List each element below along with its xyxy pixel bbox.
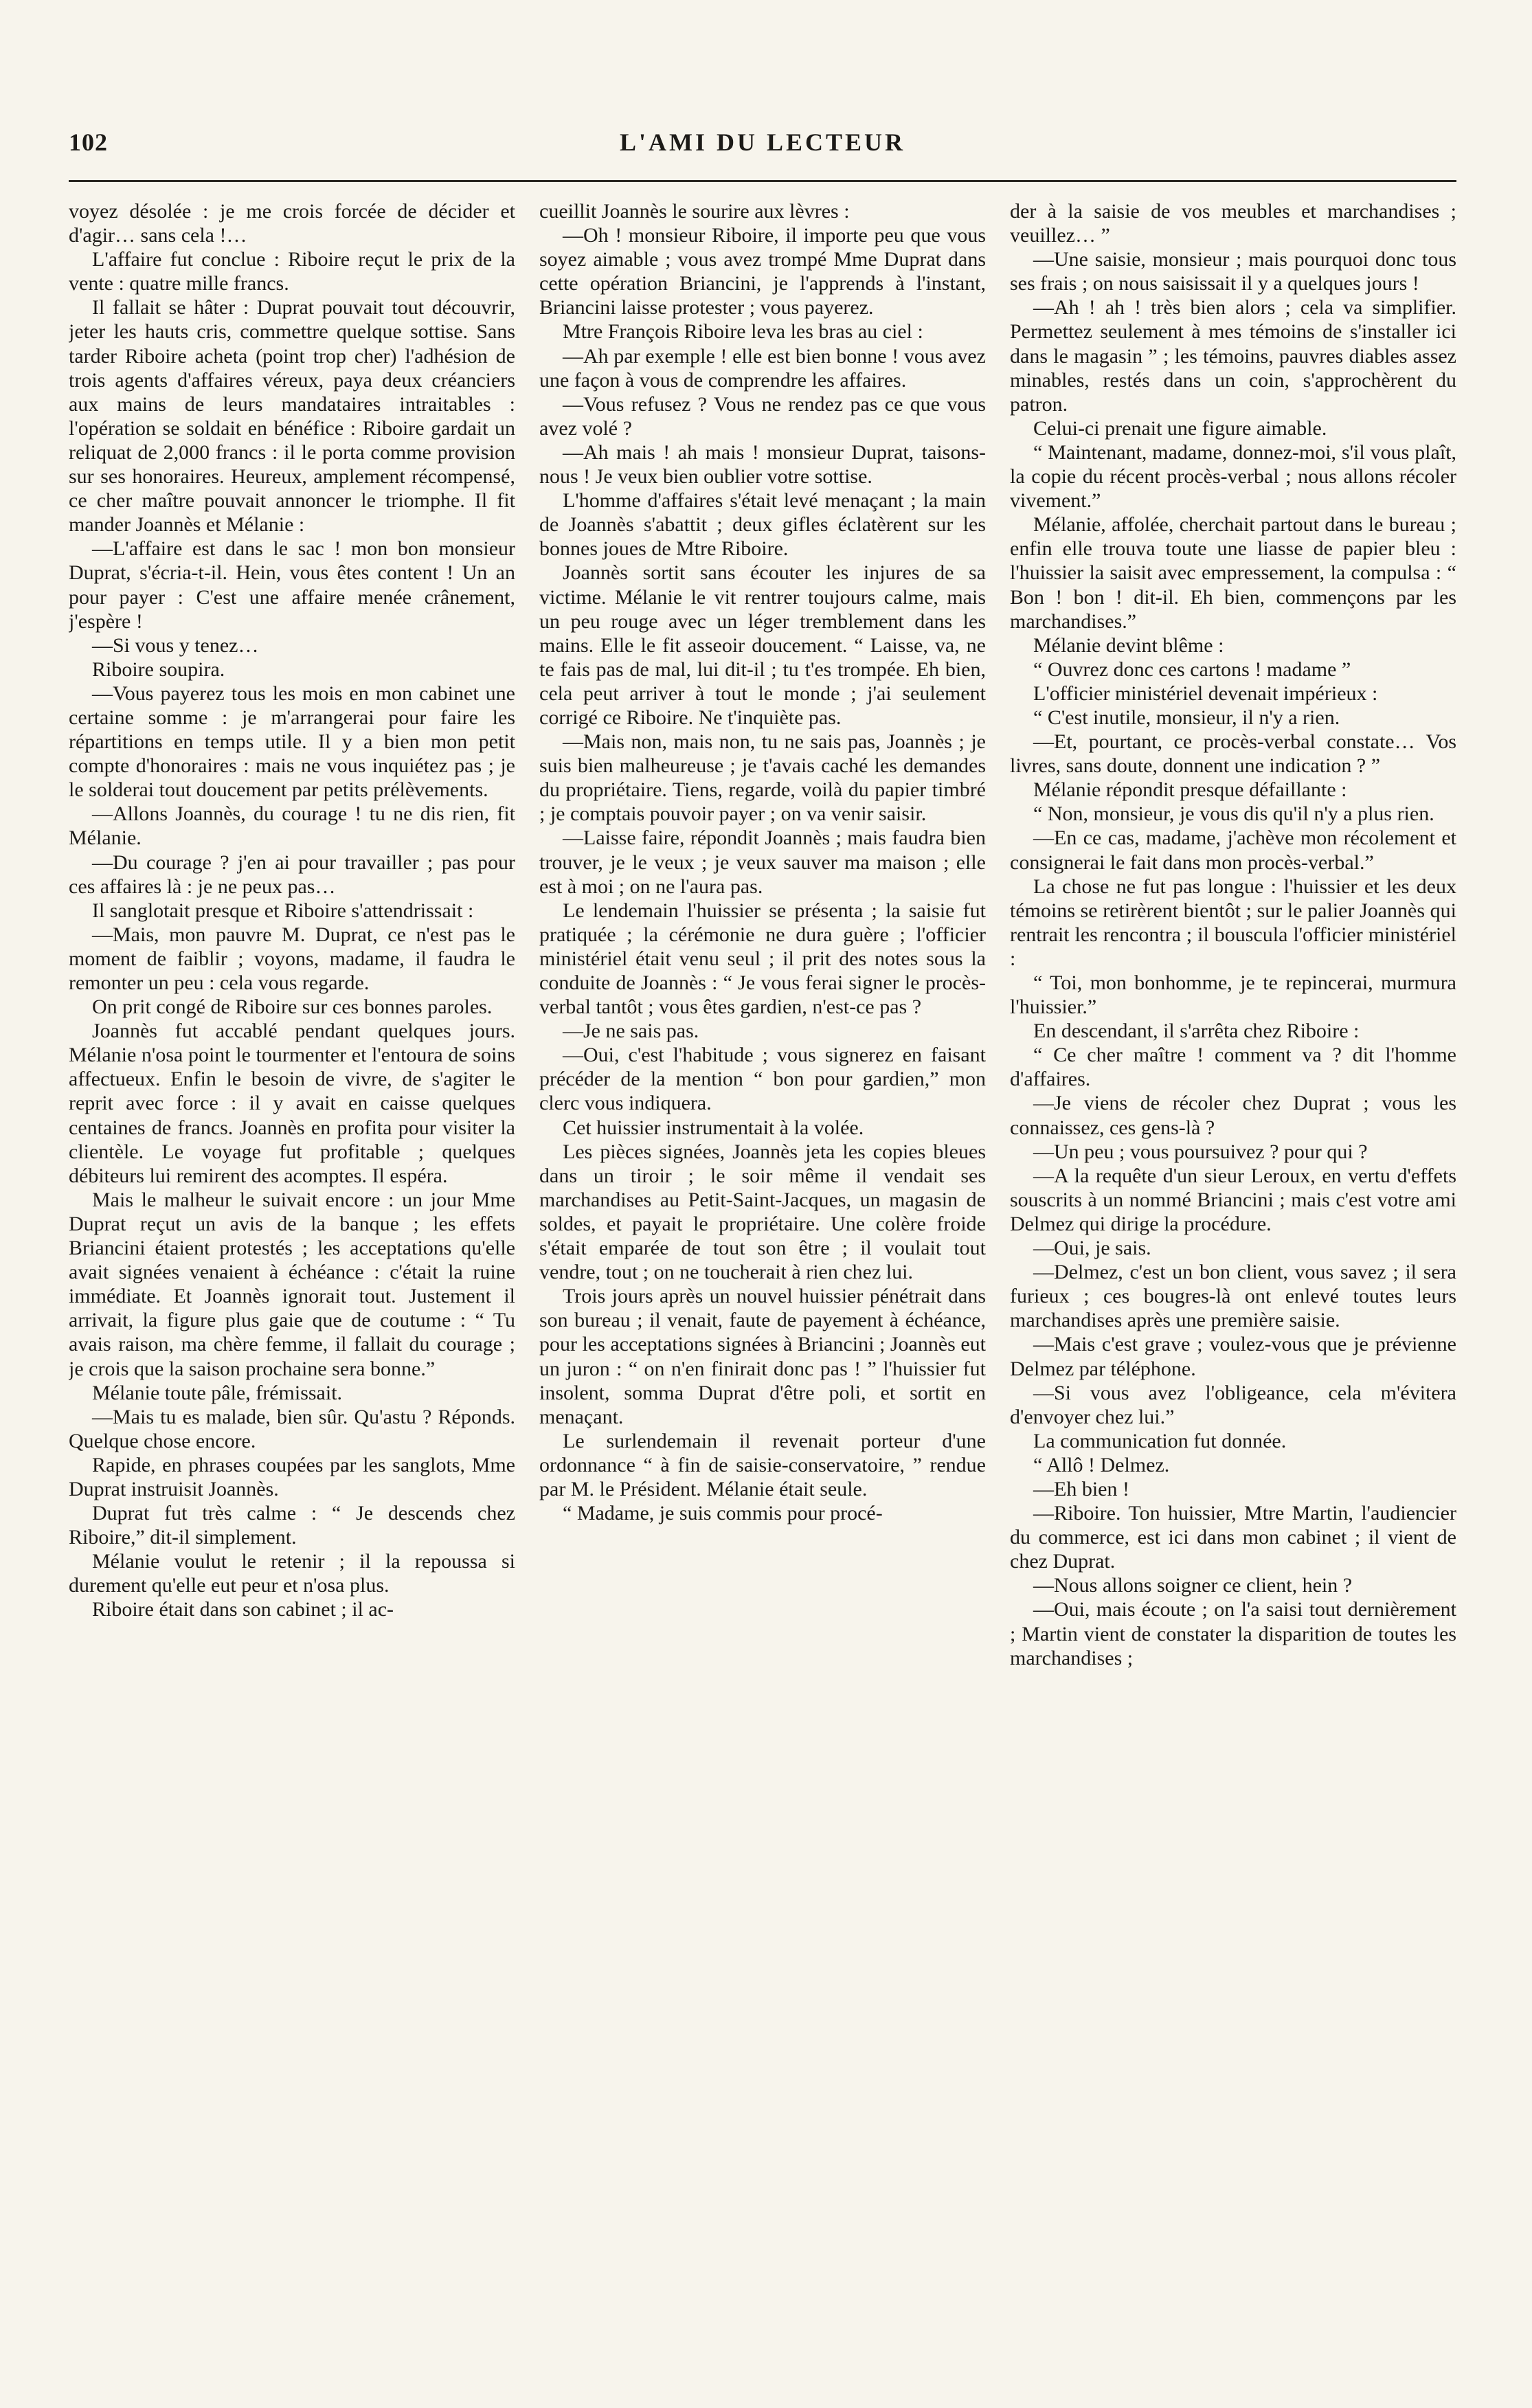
paragraph: —Laisse faire, répondit Joannès ; mais faudra bien trouver, je le veux ; je veux sauver ma maison ; elle est à moi ; on ne l'aura pas.	[539, 826, 986, 898]
page-number: 102	[69, 128, 108, 156]
paragraph: Mais le malheur le suivait encore : un jour Mme Duprat reçut un avis de la banque ; les effets Briancini étaient protestés ; les acceptations qu'elle avait signées venaient à échéance : c'était la ruine immédiate. Et Joannès ignorait tout. Justement il arrivait, la figure plus gaie que de coutume : “ Tu avais raison, ma chère femme, il fallait du courage ; je crois que la saison prochaine sera bonne.”	[69, 1188, 515, 1380]
paragraph: Mélanie devint blême :	[1033, 633, 1224, 657]
paragraph: Cet huissier instrumentait à la volée.	[563, 1116, 864, 1139]
paragraph: der à la saisie de vos meubles et marchandises ; veuillez… ”	[1010, 200, 1456, 247]
paragraph: —Vous refusez ? Vous ne rendez pas ce que vous avez volé ?	[539, 392, 986, 440]
paragraph: —Allons Joannès, du courage ! tu ne dis rien, fit Mélanie.	[69, 802, 515, 850]
paragraph: —L'affaire est dans le sac ! mon bon monsieur Duprat, s'écria-t-il. Hein, vous êtes content ! Un an pour payer : C'est une affaire menée crânement, j'espère !	[69, 537, 515, 633]
paragraph: —Oui, je sais.	[1033, 1237, 1151, 1260]
paragraph: L'homme d'affaires s'était levé menaçant ; la main de Joannès s'abattit ; deux gifles éclatèrent sur les bonnes joues de Mtre Riboire.	[539, 489, 986, 561]
paragraph: “ Ouvrez donc ces cartons ! madame ”	[1033, 657, 1351, 681]
paragraph: Joannès fut accablé pendant quelques jours. Mélanie n'osa point le tourmenter et l'entoura de soins affectueux. Enfin le besoin de vivre, de s'agiter le reprit avec force : il y avait en caisse quelques centaines de francs. Joannès en profita pour visiter la clientèle. Le voyage fut profitable ; quelques débiteurs lui remirent des acomptes. Il espéra.	[69, 1020, 515, 1187]
paragraph: voyez désolée : je me crois forcée de décider et d'agir… sans cela !…	[69, 200, 515, 247]
paragraph: —Si vous avez l'obligeance, cela m'évitera d'envoyer chez lui.”	[1010, 1381, 1456, 1428]
paragraph: —Mais c'est grave ; voulez-vous que je prévienne Delmez par téléphone.	[1010, 1333, 1456, 1380]
paragraph: Mélanie répondit presque défaillante :	[1033, 778, 1347, 802]
paragraph: “ C'est inutile, monsieur, il n'y a rien.	[1033, 706, 1340, 729]
text-columns	[69, 199, 1456, 2274]
paragraph: Celui-ci prenait une figure aimable.	[1033, 416, 1327, 440]
paragraph: “ Toi, mon bonhomme, je te repincerai, murmura l'huissier.”	[1010, 971, 1456, 1019]
paragraph: —Je ne sais pas.	[563, 1020, 699, 1043]
paragraph: “ Maintenant, madame, donnez-moi, s'il vous plaît, la copie du récent procès-verbal ; nous allons récoler vivement.”	[1010, 440, 1456, 513]
paragraph: Mtre François Riboire leva les bras au ciel :	[563, 320, 923, 344]
paragraph: —Du courage ? j'en ai pour travailler ; pas pour ces affaires là : je ne peux pas…	[69, 851, 515, 898]
paragraph: Mélanie toute pâle, frémissait.	[92, 1381, 343, 1404]
paragraph: En descendant, il s'arrêta chez Riboire :	[1033, 1020, 1360, 1043]
paragraph: Riboire était dans son cabinet ; il ac-	[92, 1598, 394, 1621]
paragraph: “ Madame, je suis commis pour procé-	[563, 1502, 883, 1525]
paragraph: —Vous payerez tous les mois en mon cabinet une certaine somme : je m'arrangerai pour faire les répartitions en temps utile. Il y a bien mon petit compte d'honoraires : mais ne vous inquiétez pas ; je le solderai tout doucement par petits prélèvements.	[69, 682, 515, 802]
paragraph: —Oui, c'est l'habitude ; vous signerez en faisant précéder de la mention “ bon pour gardien,” mon clerc vous indiquera.	[539, 1044, 986, 1115]
text-column-3	[1010, 199, 1456, 2274]
paragraph: —Ah par exemple ! elle est bien bonne ! vous avez une façon à vous de comprendre les affaires.	[539, 344, 986, 392]
paragraph: —Mais tu es malade, bien sûr. Qu'astu ? Réponds. Quelque chose encore.	[69, 1405, 515, 1452]
paragraph: Le surlendemain il revenait porteur d'une ordonnance “ à fin de saisie-conservatoire, ” rendue par M. le Président. Mélanie était seule.	[539, 1429, 986, 1500]
paragraph: —Mais non, mais non, tu ne sais pas, Joannès ; je suis bien malheureuse ; je t'avais caché les demandes du propriétaire. Tiens, regarde, voilà du papier timbré ; je comptais pouvoir payer ; on va venir saisir.	[539, 730, 986, 826]
paragraph: —En ce cas, madame, j'achève mon récolement et consignerai le fait dans mon procès-verbal.”	[1010, 826, 1456, 874]
paragraph: Duprat fut très calme : “ Je descends chez Riboire,” dit-il simplement.	[69, 1502, 515, 1549]
paragraph: L'officier ministériel devenait impérieux :	[1033, 682, 1378, 705]
header-rule	[69, 180, 1456, 182]
paragraph: Le lendemain l'huissier se présenta ; la saisie fut pratiquée ; la cérémonie ne dura guère ; l'officier ministériel était venu seul ; il prit des notes sous la conduite de Joannès : “ Je vous ferai signer le procès-verbal tantôt ; vous êtes gardien, n'est-ce pas ?	[539, 899, 986, 1019]
paragraph: —Oh ! monsieur Riboire, il importe peu que vous soyez aimable ; vous avez trompé Mme Duprat dans cette opération Briancini, je l'apprends à l'instant, Briancini laisse protester ; vous payerez.	[539, 224, 986, 319]
paragraph: —Ah ! ah ! très bien alors ; cela va simplifier. Permettez seulement à mes témoins de s'installer ici dans le magasin ” ; les témoins, pauvres diables assez minables, restés dans un coin, s'approchèrent du patron.	[1010, 296, 1456, 416]
paragraph: Les pièces signées, Joannès jeta les copies bleues dans un tiroir ; le soir même il vendait ses marchandises au Petit-Saint-Jacques, un magasin de soldes, et payait le propriétaire. Une colère froide s'était emparée de tout son être ; il voulait tout vendre, tout ; on ne toucherait à rien chez lui.	[539, 1140, 986, 1284]
paragraph: Rapide, en phrases coupées par les sanglots, Mme Duprat instruisit Joannès.	[69, 1453, 515, 1500]
paragraph: Riboire soupira.	[92, 657, 225, 681]
paragraph: Il fallait se hâter : Duprat pouvait tout découvrir, jeter les hauts cris, commettre quelque sottise. Sans tarder Riboire acheta (point trop cher) l'adhésion de trois agents d'affaires véreux, paya deux créanciers aux mains de leurs mandataires intraitables : l'opération se soldait en bénéfice : Riboire gardait un reliquat de 2,000 francs : il le porta comme provision sur ses honoraires. Heureux, amplement récompensé, ce cher maître pouvait annoncer le triomphe. Il fit mander Joannès et Mélanie :	[69, 296, 515, 537]
page-header	[69, 128, 1456, 161]
paragraph: cueillit Joannès le sourire aux lèvres :	[539, 200, 850, 223]
paragraph: —Delmez, c'est un bon client, vous savez ; il sera furieux ; ces bougres-là ont enlevé toutes leurs marchandises après une première saisie.	[1010, 1261, 1456, 1332]
paragraph: —Eh bien !	[1033, 1477, 1129, 1500]
paragraph: —Riboire. Ton huissier, Mtre Martin, l'audiencier du commerce, est ici dans mon cabinet ; il vient de chez Duprat.	[1010, 1502, 1456, 1573]
paragraph: Trois jours après un nouvel huissier pénétrait dans son bureau ; il venait, faute de payement à échéance, pour les acceptations signées à Briancini ; Joannès eut un juron : “ on n'en finirait donc pas ! ” l'huissier fut insolent, somma Duprat d'être poli, et sortit en menaçant.	[539, 1285, 986, 1428]
paragraph: —Je viens de récoler chez Duprat ; vous les connaissez, ces gens-là ?	[1010, 1092, 1456, 1139]
paragraph: Il sanglotait presque et Riboire s'attendrissait :	[92, 899, 474, 922]
paragraph: —A la requête d'un sieur Leroux, en vertu d'effets souscrits à un nommé Briancini ; mais c'est votre ami Delmez qui dirige la procédure.	[1010, 1164, 1456, 1235]
paragraph: Joannès sortit sans écouter les injures de sa victime. Mélanie le vit rentrer toujours calme, mais un peu rouge avec un léger tremblement dans les mains. Elle le fit asseoir doucement. “ Laisse, va, ne te fais pas de mal, lui dit-il ; tu t'es trompée. Eh bien, cela peut arriver à tout le monde ; j'ai seulement corrigé ce Riboire. Ne t'inquiète pas.	[539, 561, 986, 729]
text-column-1	[69, 199, 515, 2274]
paragraph: —Oui, mais écoute ; on l'a saisi tout dernièrement ; Martin vient de constater la disparition de toutes les marchandises ;	[1010, 1598, 1456, 1669]
paragraph: “ Non, monsieur, je vous dis qu'il n'y a plus rien.	[1033, 802, 1434, 826]
paragraph: La chose ne fut pas longue : l'huissier et les deux témoins se retirèrent bientôt ; sur le palier Joannès qui rentrait les rencontra ; il bouscula l'officier ministériel :	[1010, 875, 1456, 970]
paragraph: —Si vous y tenez…	[92, 633, 259, 657]
paragraph: —Un peu ; vous poursuivez ? pour qui ?	[1033, 1140, 1368, 1163]
paragraph: “ Allô ! Delmez.	[1033, 1453, 1170, 1476]
paragraph: —Et, pourtant, ce procès-verbal constate… Vos livres, sans doute, donnent une indication ? ”	[1010, 730, 1456, 778]
paragraph: Mélanie, affolée, cherchait partout dans le bureau ; enfin elle trouva toute une liasse de papier bleu : l'huissier la saisit avec empressement, la compulsa : “ Bon ! bon ! dit-il. Eh bien, commençons par les marchandises.”	[1010, 513, 1456, 633]
paragraph: —Une saisie, monsieur ; mais pourquoi donc tous ses frais ; on nous saisissait il y a quelques jours !	[1010, 248, 1456, 295]
running-title: L'AMI DU LECTEUR	[619, 128, 906, 156]
paragraph: Mélanie voulut le retenir ; il la repoussa si durement qu'elle eut peur et n'osa plus.	[69, 1550, 515, 1597]
paragraph: —Ah mais ! ah mais ! monsieur Duprat, taisons-nous ! Je veux bien oublier votre sottise.	[539, 440, 986, 488]
paragraph: —Nous allons soigner ce client, hein ?	[1033, 1574, 1353, 1597]
text-column-2	[539, 199, 986, 2274]
paragraph: “ Ce cher maître ! comment va ? dit l'homme d'affaires.	[1010, 1044, 1456, 1091]
paragraph: La communication fut donnée.	[1033, 1429, 1287, 1452]
paragraph: —Mais, mon pauvre M. Duprat, ce n'est pas le moment de faiblir ; voyons, madame, il faudra le remonter un peu : cela vous regarde.	[69, 923, 515, 994]
paragraph: L'affaire fut conclue : Riboire reçut le prix de la vente : quatre mille francs.	[69, 248, 515, 295]
paragraph: On prit congé de Riboire sur ces bonnes paroles.	[92, 995, 493, 1019]
